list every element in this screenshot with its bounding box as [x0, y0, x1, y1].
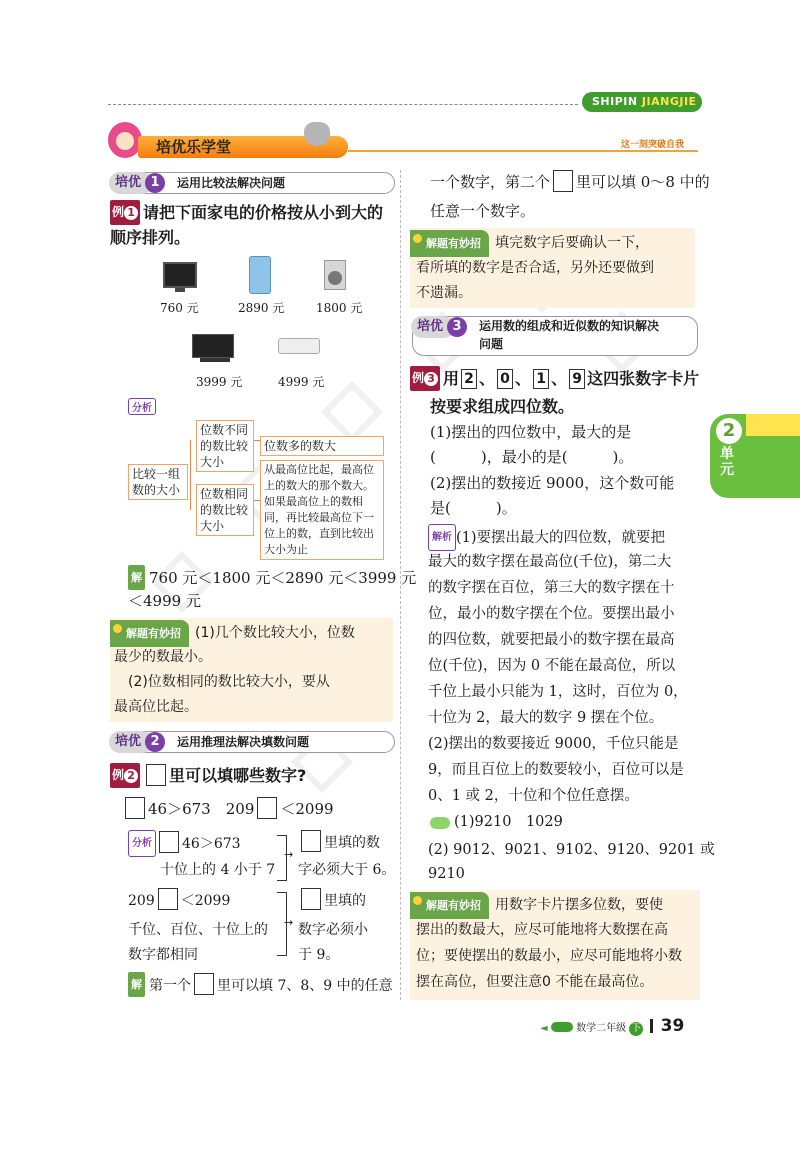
answer-icon [430, 817, 450, 829]
cat-icon [304, 122, 330, 146]
diagram-a2: 位数多的数大 [260, 436, 384, 456]
tv-stand-icon [175, 288, 185, 292]
analysis-2-line1: 分析 46＞673 [128, 830, 241, 857]
analysis-3-line: 0、1 或 2，十位和个位任意摆。 [428, 788, 639, 804]
tip-line: 最少的数最小。 [114, 649, 212, 665]
tip-line: (2)位数相同的数比较大小，要从 [128, 674, 330, 690]
arrow-icon: → [284, 848, 294, 861]
q3-line3: (2)摆出的数接近 9000，这个数可能 [430, 474, 675, 492]
brand-logo: SHIPIN JIANGJIE [582, 92, 702, 112]
tag-label: 培优 [109, 731, 153, 753]
footer-volume: 下 [631, 1023, 642, 1034]
tag-peiyou-3: 培优 3 运用数的组成和近似数的知识解决 问题 [412, 316, 698, 356]
price-ac: 4999 元 [278, 375, 325, 389]
blank-box [146, 764, 166, 786]
banner-line [348, 150, 698, 152]
tag-text: 运用比较法解决问题 [177, 176, 286, 190]
right-line-2: 任意一个数字。 [430, 202, 536, 220]
diagram-connector [254, 500, 260, 501]
price-tv: 760 元 [160, 301, 199, 315]
analysis-3-line: 位，最小的数字摆在个位。要摆出最小 [428, 606, 675, 622]
section-banner [108, 132, 693, 158]
analysis-2-line6: 千位、百位、十位上的 [128, 922, 268, 938]
analysis-3-line: 十位为 2，最大的数字 9 摆在个位。 [428, 710, 664, 726]
q3-line2: ( )，最小的是( )。 [430, 448, 634, 466]
tag-number: 1 [145, 173, 165, 193]
tip-box-1 [110, 618, 393, 722]
answer-3-line3: 9210 [428, 866, 465, 882]
tag-number: 2 [145, 732, 165, 752]
section-slogan: 这一刻突破自我 [617, 137, 688, 150]
example-badge: 例 1 [110, 200, 140, 225]
analysis-3-line: 的数字摆在百位，第三大的数字摆在十 [428, 580, 675, 596]
tip-line: (1)几个数比较大小，位数 [195, 625, 355, 641]
mascot-icon [108, 122, 142, 158]
diagram-b1: 位数相同的数比较大小 [196, 484, 254, 536]
tip-box-3: 解题有妙招 用数字卡片摆多位数，要使 摆出的数最大，应尽可能地将大数摆在高 位；要使摆出的数最小，应尽可能地将小数 摆在高位，但要注意0 不能在最高位。 [410, 890, 700, 1000]
diagram-b2: 从最高位比起，最高位上的数大的那个数大。如果最高位上的数相同，再比较最高位下一位上的数，直到比较出大小为止 [260, 460, 384, 560]
analysis-3-line: 位(千位)，因为 0 不能在最高位，所以 [428, 658, 676, 674]
example-2-question: 例 2 里可以填哪些数字? [110, 763, 306, 788]
footer-text: 数学二年级 [576, 1023, 627, 1034]
answer-3-line2: (2) 9012、9021、9102、9120、9201 或 [428, 842, 715, 858]
analysis-2-line8: 里填的 [298, 888, 366, 914]
diagram-root: 比较一组数的大小 [128, 464, 188, 500]
tag-peiyou-1 [110, 172, 395, 194]
q3-line1: (1)摆出的四位数中，最大的是 [430, 423, 632, 441]
right-line-1: 一个数字，第二个 里可以填 0～8 中的 [430, 170, 710, 195]
example-3-question: 例 3 用 2 、 0 、 1 、 9 这四张数字卡片 [410, 366, 699, 391]
analysis-2-line9: 数字必须小 [298, 922, 368, 938]
analysis-2-line2: 十位上的 4 小于 7 [160, 862, 276, 878]
answer-3-line1: (1)9210 1029 [454, 814, 563, 830]
unit-number: 2 [716, 418, 742, 444]
analysis-2-line10: 于 9。 [298, 947, 340, 963]
analysis-2-line5: 209 ＜2099 [128, 888, 230, 914]
example-3-question-cont: 按要求组成四位数。 [430, 397, 575, 416]
analysis-3-line: 9，而且百位上的数要较小，百位可以是 [428, 762, 684, 778]
diagram-a1: 位数不同的数比较大小 [196, 420, 254, 472]
air-conditioner-icon [278, 338, 320, 354]
example-1-question-cont: 顺序排列。 [110, 228, 191, 247]
unit-side-tab [710, 414, 800, 498]
unit-label: 单元 [720, 446, 734, 478]
tag-text: 运用推理法解决填数问题 [177, 735, 310, 749]
washing-machine-icon [324, 260, 346, 290]
price-computer: 3999 元 [196, 375, 243, 389]
analysis-3-line: 的四位数，就要把最小的数字摆在最高 [428, 632, 675, 648]
analysis-label: 分析 [128, 398, 156, 417]
digit-card: 2 [461, 369, 477, 389]
analysis-2-line7: 数字都相同 [128, 947, 198, 963]
tip-box-2: 解题有妙招 填完数字后要确认一下， 看所填的数字是否合适，另外还要做到 不遗漏。 [410, 228, 695, 308]
analysis-3-line: 千位上最小只能为 1，这时，百位为 0， [428, 684, 688, 700]
tip-label: 解题有妙招 [110, 620, 189, 647]
price-fridge: 2890 元 [238, 301, 285, 315]
tag-label: 培优 [109, 172, 153, 194]
page-number: 39 [660, 1016, 685, 1036]
solution-2: 解 第一个 里可以填 7、8、9 中的任意 [128, 972, 393, 999]
page-footer: ◄ 数学二年级 下 39 [540, 1016, 685, 1036]
computer-icon [192, 334, 234, 358]
watermark-shape [321, 381, 383, 443]
q3-line4: 是( )。 [430, 499, 517, 517]
arrow-icon: → [284, 916, 294, 929]
example-2-expressions: 46＞673 209 ＜2099 [122, 797, 334, 822]
fridge-icon [249, 256, 271, 294]
diagram-bracket [190, 440, 191, 510]
price-washer: 1800 元 [316, 301, 363, 315]
digit-card: 1 [533, 369, 549, 389]
tag-peiyou-2 [110, 731, 395, 753]
digit-card: 0 [497, 369, 513, 389]
analysis-2-line3: 里填的数 [298, 830, 380, 856]
analysis-2-line4: 字必须大于 6。 [298, 862, 396, 878]
keyboard-icon [200, 358, 230, 362]
solution-1: 解 760 元＜1800 元＜2890 元＜3999 元 [128, 565, 416, 591]
tv-icon [163, 262, 197, 288]
tip-line: 最高位比起。 [114, 699, 198, 715]
example-1-question: 例 1 请把下面家电的价格按从小到大的 [110, 200, 383, 225]
header-dash-line [108, 104, 578, 105]
solution-1-cont: ＜4999 元 [128, 592, 201, 610]
analysis-3-line: (2)摆出的数要接近 9000，千位只能是 [428, 736, 679, 752]
analysis-3-line: 最大的数字摆在最高位(千位)，第二大 [428, 554, 672, 570]
section-title: 培优乐学堂 [138, 136, 348, 158]
analysis-3-line0: 解析 (1)要摆出最大的四位数，就要把 [428, 524, 665, 551]
digit-card: 9 [569, 369, 585, 389]
diagram-connector [254, 440, 260, 441]
